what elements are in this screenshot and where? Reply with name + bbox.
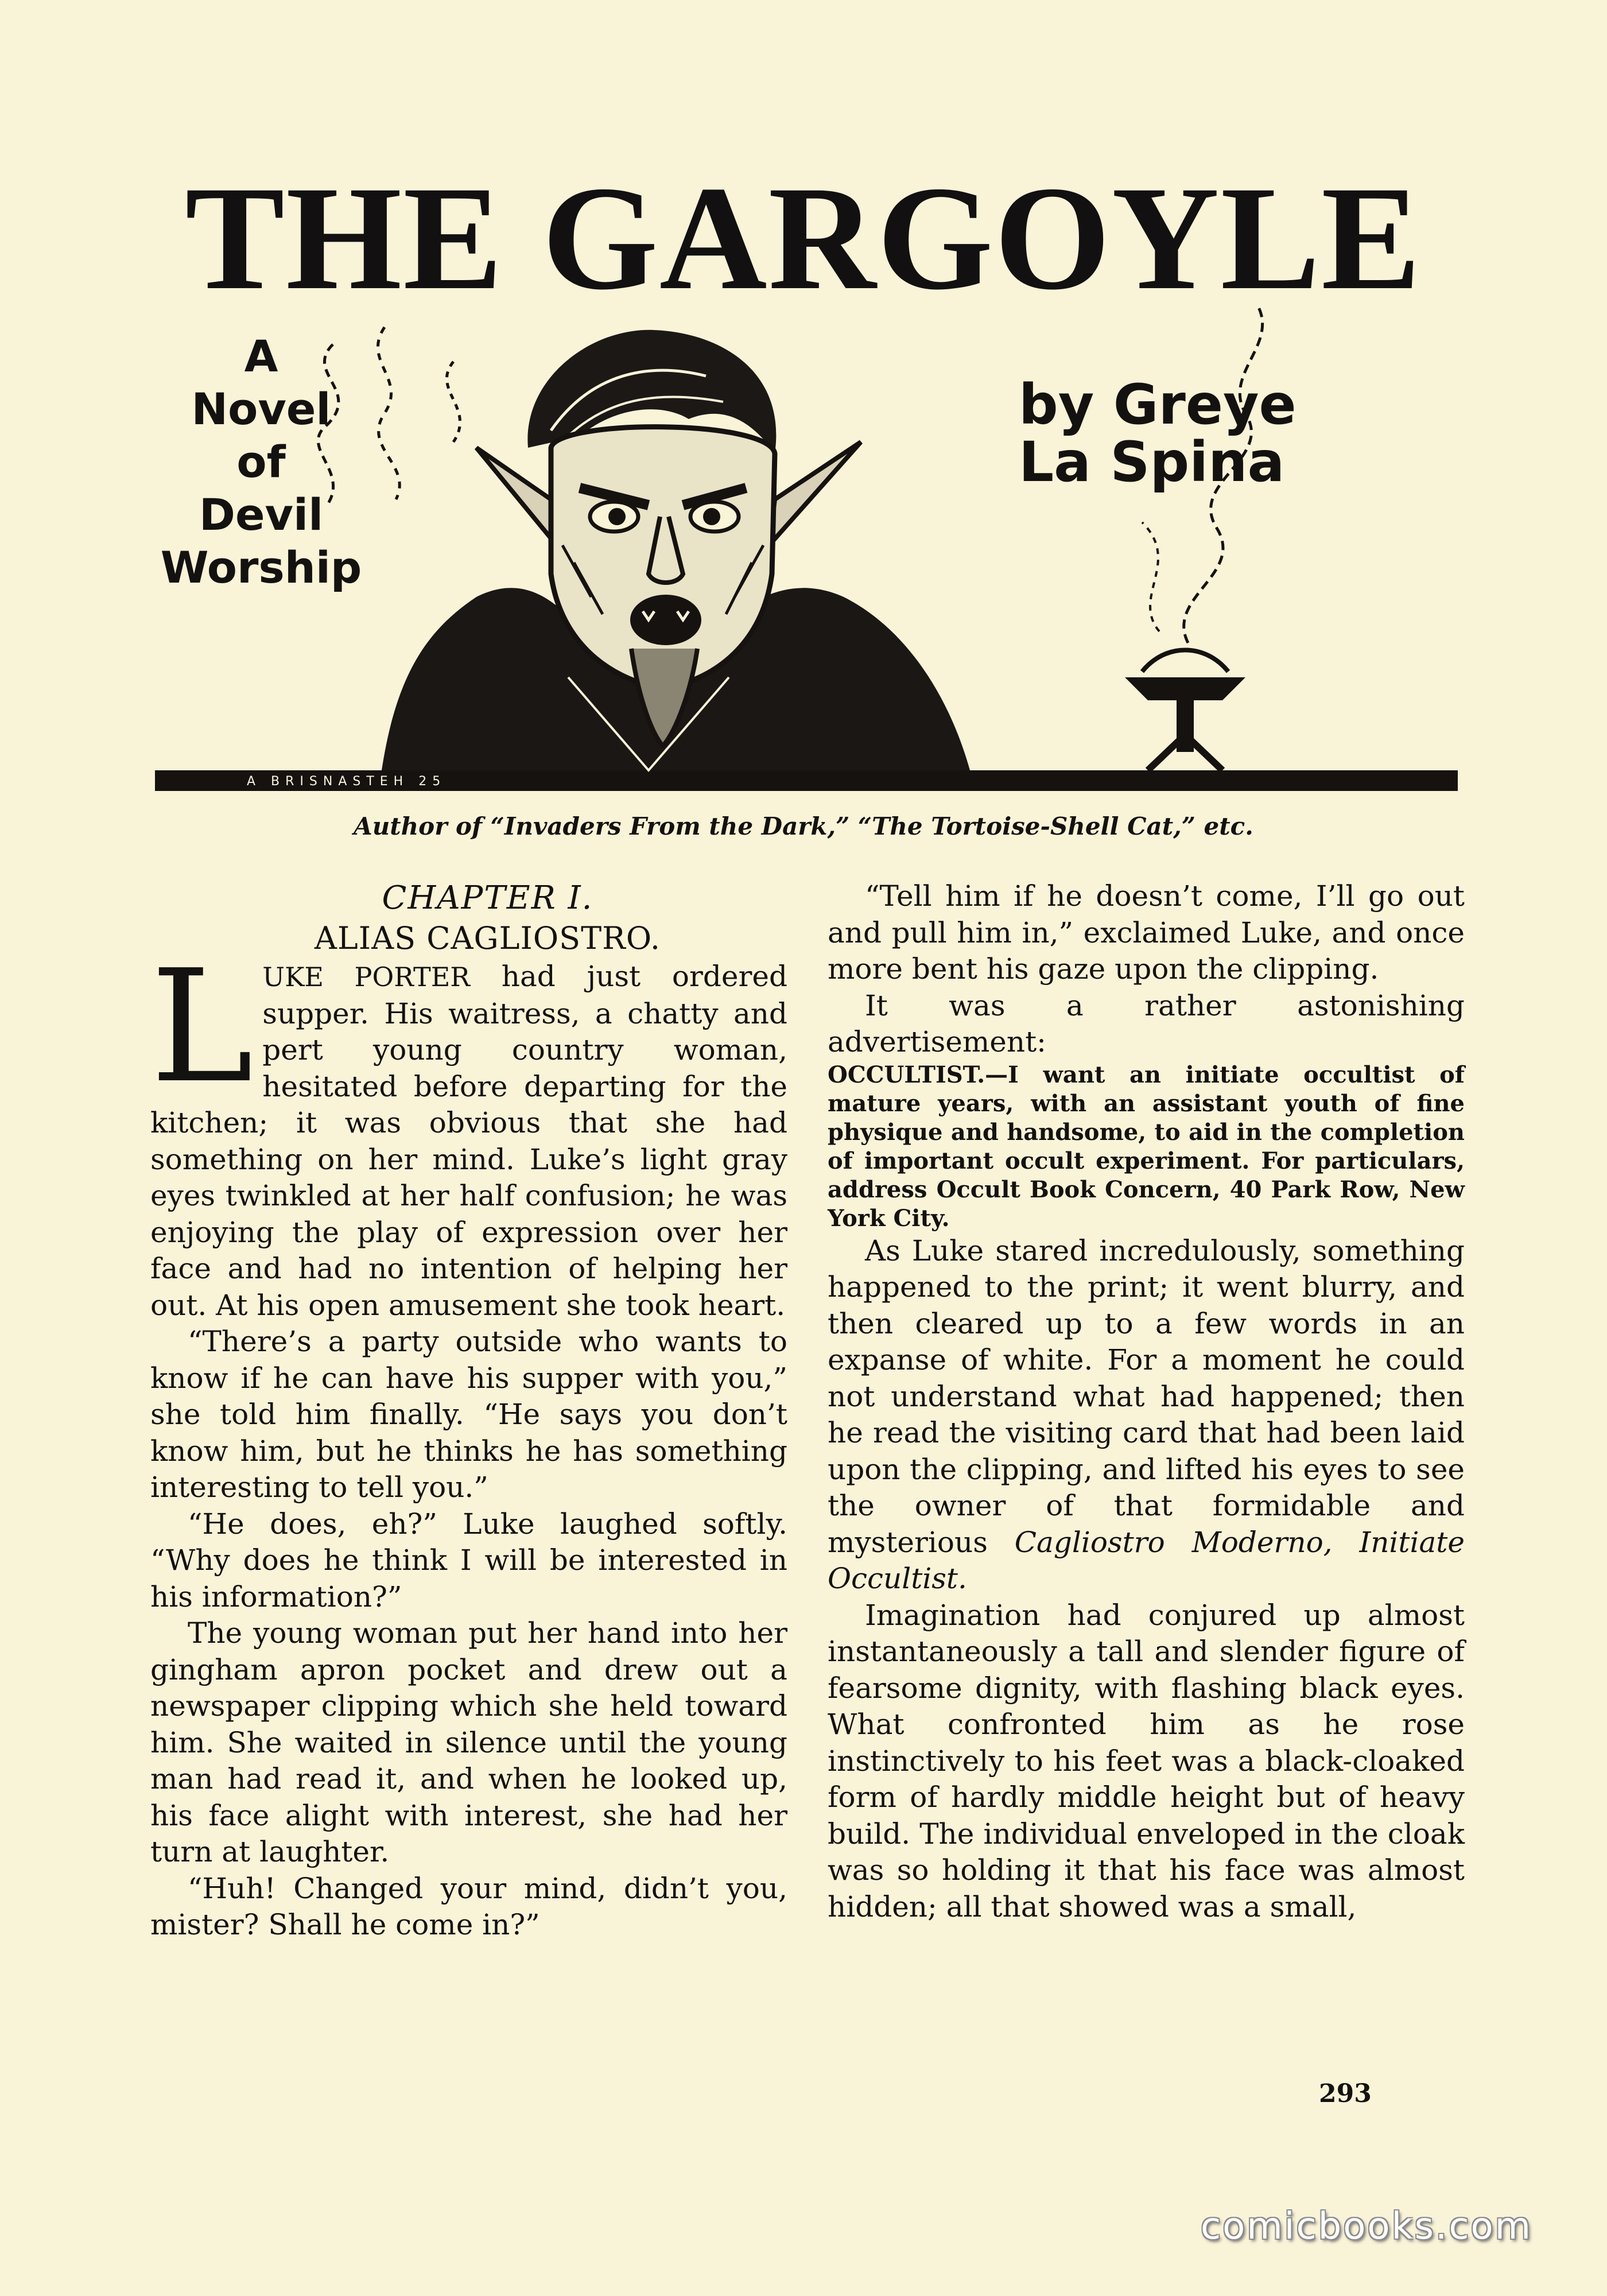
subtitle-line: Novel [191,383,331,435]
chapter-title: ALIAS CAGLIOSTRO. [314,920,661,956]
paragraph: It was a rather astonishing advertisement: [828,988,1465,1058]
story-title: THE GARGOYLE [185,156,1422,321]
paragraph: “He does, eh?” Luke laughed softly. “Why does he think I will be interested in his information?” [150,1507,787,1614]
paragraph: The young woman put her hand into her gingham apron pocket and drew out a newspaper clipping which she held toward him. She waited in silence until the young man had read it, and when he looked up, his face alight with interest, she had her turn at laughter. [150,1616,787,1868]
opening-smallcaps: UKE PORTER [262,961,470,992]
site-watermark: comicbooks.com [1200,2205,1532,2248]
page-number: 293 [1319,2079,1372,2108]
artist-signature: A BRISNASTEH 25 [247,774,447,789]
subtitle-line: of [236,436,286,487]
newspaper-advertisement: OCCULTIST.—I want an initiate occultist of mature years, with an assistant youth of fine physique and handsome, to aid in the completion of important occult experiment. For particulars, address Occult Book Concern, 40 Park Row, New York City. [828,1061,1465,1232]
subtitle-line: Devil [199,489,324,540]
author-byline [1019,373,1420,494]
paragraph: “Huh! Changed your mind, didn’t you, mister? Shall he come in?” [150,1871,787,1941]
left-column [150,878,787,1944]
subtitle-line: A [244,331,278,382]
subtitle-line: Worship [160,542,362,593]
drop-cap: L [150,936,254,1117]
paragraph [828,1233,1465,1597]
paragraph-text: had just ordered supper. His waitress, a chatty and pert young country woman, hesitated before departing for the kitchen; it was obvious that she had something on her mind. Luke’s light gray eyes twinkled at her half confusion; he was enjoying the play of expression over her face and had no intention of helping her out. At his open amusement she took heart. [150,960,787,1322]
byline-line: by Greye [1019,373,1297,437]
author-credit: Author of “Invaders From the Dark,” “The Tortoise-Shell Cat,” etc. [354,812,1253,840]
paragraph: “Tell him if he doesn’t come, I’ll go out and pull him in,” exclaimed Luke, and once more bent his gaze upon the clipping. [828,879,1465,986]
story-subtitle [152,330,370,594]
right-column [828,878,1465,1925]
paragraph: “There’s a party outside who wants to know if he can have his supper with you,” she told him finally. “He says you don’t know him, but he thinks he has something interesting to tell you.” [150,1325,787,1504]
paragraph-text: As Luke stared incredulously, something happened to the print; it went blurry, and then cleared up to a few words in an expanse of white. For a moment he could not understand what had happened; then he read the visiting card that had been laid upon the clipping, and lifted his eyes to see the owner of that formidable and mysterious [828,1234,1465,1559]
chapter-number: CHAPTER I. [382,879,593,917]
byline-line: La Spina [1019,430,1285,494]
paragraph: Imagination had conjured up almost instantaneously a tall and slender figure of fearsome dignity, with flashing black eyes. What confronted him as he rose instinctively to his feet was a black-cloaked form of hardly middle height but of heavy build. The individual enveloped in the cloak was so holding it that his face was almost hidden; all that showed was a small, [828,1598,1465,1923]
card-name: Cagliostro Moderno, Initiate Occultist. [828,1525,1465,1595]
